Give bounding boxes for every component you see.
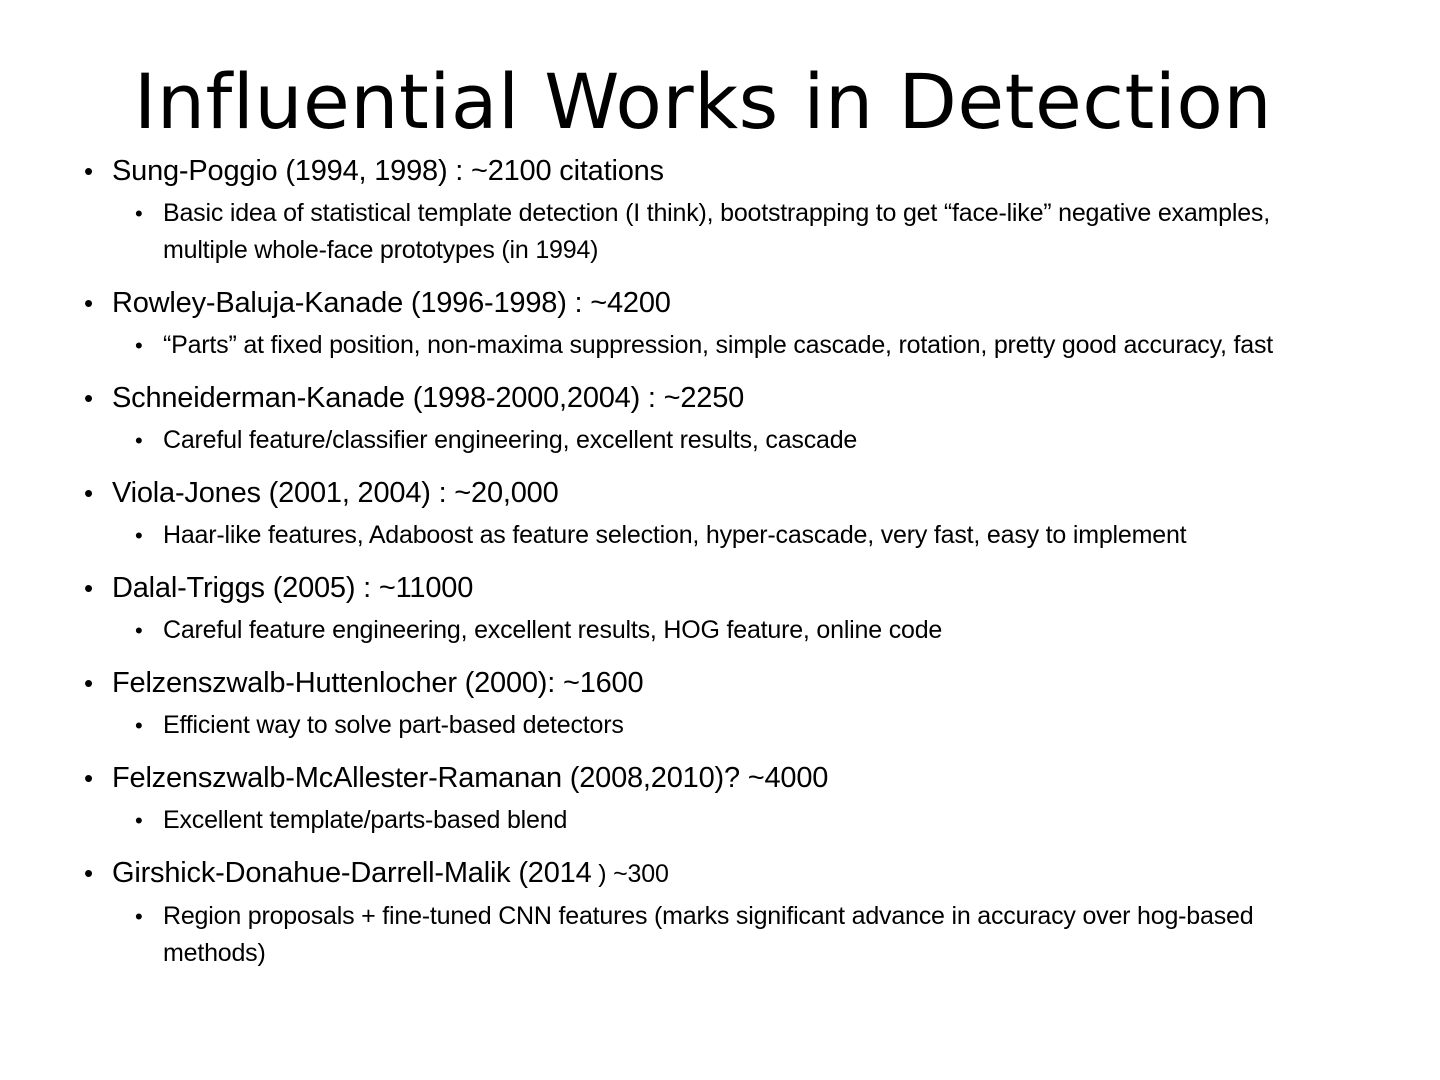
bullet-icon: • (84, 858, 93, 888)
work-heading-tail: ) ~300 (591, 860, 669, 888)
sub-bullet-icon: • (135, 808, 143, 833)
sub-bullet-icon: • (135, 428, 143, 453)
work-heading: Felzenszwalb-McAllester-Ramanan (2008,2010)? ~4000 (112, 762, 829, 794)
list-item (84, 473, 1334, 554)
work-detail: Basic idea of statistical template detection (I think), bootstrapping to get “face-like” negative examples, multiple whole-face prototypes (in 1994) (163, 199, 1270, 264)
sub-bullet-icon: • (135, 713, 143, 738)
sub-bullet-icon: • (135, 523, 143, 548)
work-detail: Efficient way to solve part-based detectors (163, 711, 624, 739)
work-heading: Felzenszwalb-Huttenlocher (2000): ~1600 (112, 667, 644, 699)
slide-title: Influential Works in Detection (133, 57, 1273, 146)
work-detail: Careful feature/classifier engineering, excellent results, cascade (163, 426, 858, 454)
sub-bullet-icon: • (135, 904, 143, 929)
list-item (84, 663, 1334, 744)
work-detail: Careful feature engineering, excellent results, HOG feature, online code (163, 616, 943, 644)
list-item (84, 758, 1334, 839)
bullet-icon: • (84, 478, 93, 508)
list-item (84, 568, 1334, 649)
bullet-icon: • (84, 763, 93, 793)
bullet-icon: • (84, 668, 93, 698)
bullet-icon: • (84, 573, 93, 603)
sub-bullet-icon: • (135, 618, 143, 643)
work-heading: Dalal-Triggs (2005) : ~11000 (112, 572, 474, 604)
list-item (84, 378, 1334, 459)
list-item (84, 151, 1334, 269)
work-heading: Sung-Poggio (1994, 1998) : ~2100 citations (112, 155, 664, 187)
list-item (84, 283, 1334, 364)
work-detail: Region proposals + fine-tuned CNN features (marks significant advance in accuracy over hog-based methods) (163, 902, 1254, 967)
bullet-icon: • (84, 288, 93, 318)
work-heading: Girshick-Donahue-Darrell-Malik (2014 (112, 857, 592, 889)
work-heading: Rowley-Baluja-Kanade (1996-1998) : ~4200 (112, 287, 671, 319)
list-item (84, 853, 1334, 972)
sub-bullet-icon: • (135, 333, 143, 358)
work-detail: Haar-like features, Adaboost as feature selection, hyper-cascade, very fast, easy to implement (163, 521, 1187, 549)
work-detail: Excellent template/parts-based blend (163, 806, 568, 834)
bullet-icon: • (84, 383, 93, 413)
works-list (84, 151, 1334, 972)
work-heading: Viola-Jones (2001, 2004) : ~20,000 (112, 477, 559, 509)
work-heading: Schneiderman-Kanade (1998-2000,2004) : ~2250 (112, 382, 745, 414)
bullet-icon: • (84, 156, 93, 186)
sub-bullet-icon: • (135, 201, 143, 226)
work-detail: “Parts” at fixed position, non-maxima suppression, simple cascade, rotation, pretty good accuracy, fast (163, 331, 1274, 359)
